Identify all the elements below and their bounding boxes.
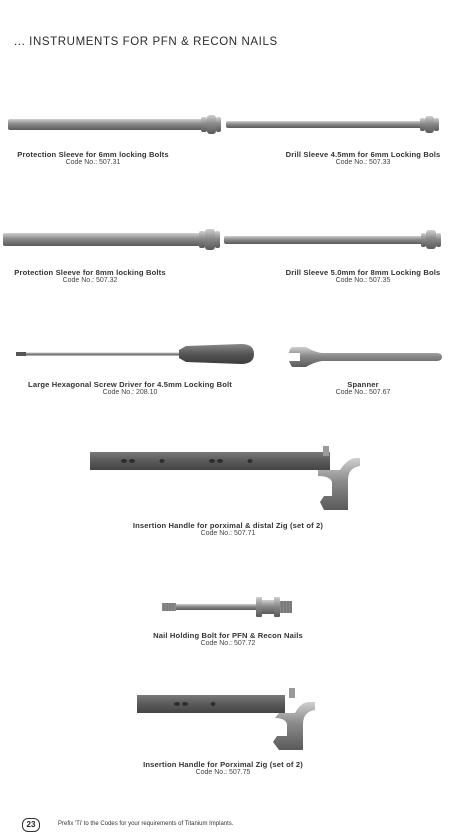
insertion-handle-proximal-image	[137, 688, 322, 756]
item-protection-sleeve-6mm	[8, 150, 178, 166]
screw-driver-image	[16, 341, 256, 367]
item-name: Spanner	[347, 380, 379, 389]
item-protection-sleeve-8mm	[5, 268, 175, 284]
item-code: Code No.: 507.31	[65, 159, 121, 166]
protection-sleeve-6mm-image	[8, 114, 223, 136]
nail-holding-bolt-image	[162, 594, 296, 620]
item-name: Nail Holding Bolt for PFN & Recon Nails	[153, 631, 303, 640]
item-code: Code No.: 507.67	[335, 389, 391, 396]
item-name: Insertion Handle for porximal & distal Zig (set of 2)	[132, 521, 324, 530]
item-name: Protection Sleeve for 8mm locking Bolts	[14, 268, 166, 277]
item-nail-holding-bolt	[128, 631, 328, 647]
item-insertion-handle-proximal	[118, 760, 328, 776]
item-name: Drill Sleeve 4.5mm for 6mm Locking Bols	[285, 150, 441, 159]
item-code: Code No.: 507.72	[200, 640, 256, 647]
item-insertion-handle-proximal-distal	[108, 521, 348, 537]
footer-note: Prefix 'Ti' to the Codes for your requirements of Titanium Implants.	[58, 821, 234, 827]
item-spanner	[308, 380, 418, 396]
item-name: Protection Sleeve for 6mm locking Bolts	[17, 150, 169, 159]
page-number-badge: 23	[22, 818, 40, 832]
spanner-image	[286, 345, 446, 371]
item-drill-sleeve-4-5mm	[278, 150, 448, 166]
item-code: Code No.: 507.71	[200, 530, 256, 537]
item-name: Large Hexagonal Screw Driver for 4.5mm Locking Bolt	[28, 380, 232, 389]
protection-sleeve-8mm-image	[3, 228, 221, 252]
item-drill-sleeve-5-0mm	[278, 268, 448, 284]
item-code: Code No.: 208.10	[102, 389, 158, 396]
item-code: Code No.: 507.33	[335, 159, 391, 166]
item-code: Code No.: 507.32	[62, 277, 118, 284]
item-name: Drill Sleeve 5.0mm for 8mm Locking Bols	[285, 268, 441, 277]
item-name: Insertion Handle for Porximal Zig (set of 2)	[143, 760, 303, 769]
page-title: ... INSTRUMENTS FOR PFN & RECON NAILS	[14, 36, 278, 48]
drill-sleeve-5-0mm-image	[224, 229, 442, 251]
insertion-handle-proximal-distal-image	[90, 446, 365, 516]
item-code: Code No.: 507.35	[335, 277, 391, 284]
drill-sleeve-4-5mm-image	[226, 115, 441, 135]
item-screw-driver	[10, 380, 250, 396]
item-code: Code No.: 507.75	[195, 769, 251, 776]
